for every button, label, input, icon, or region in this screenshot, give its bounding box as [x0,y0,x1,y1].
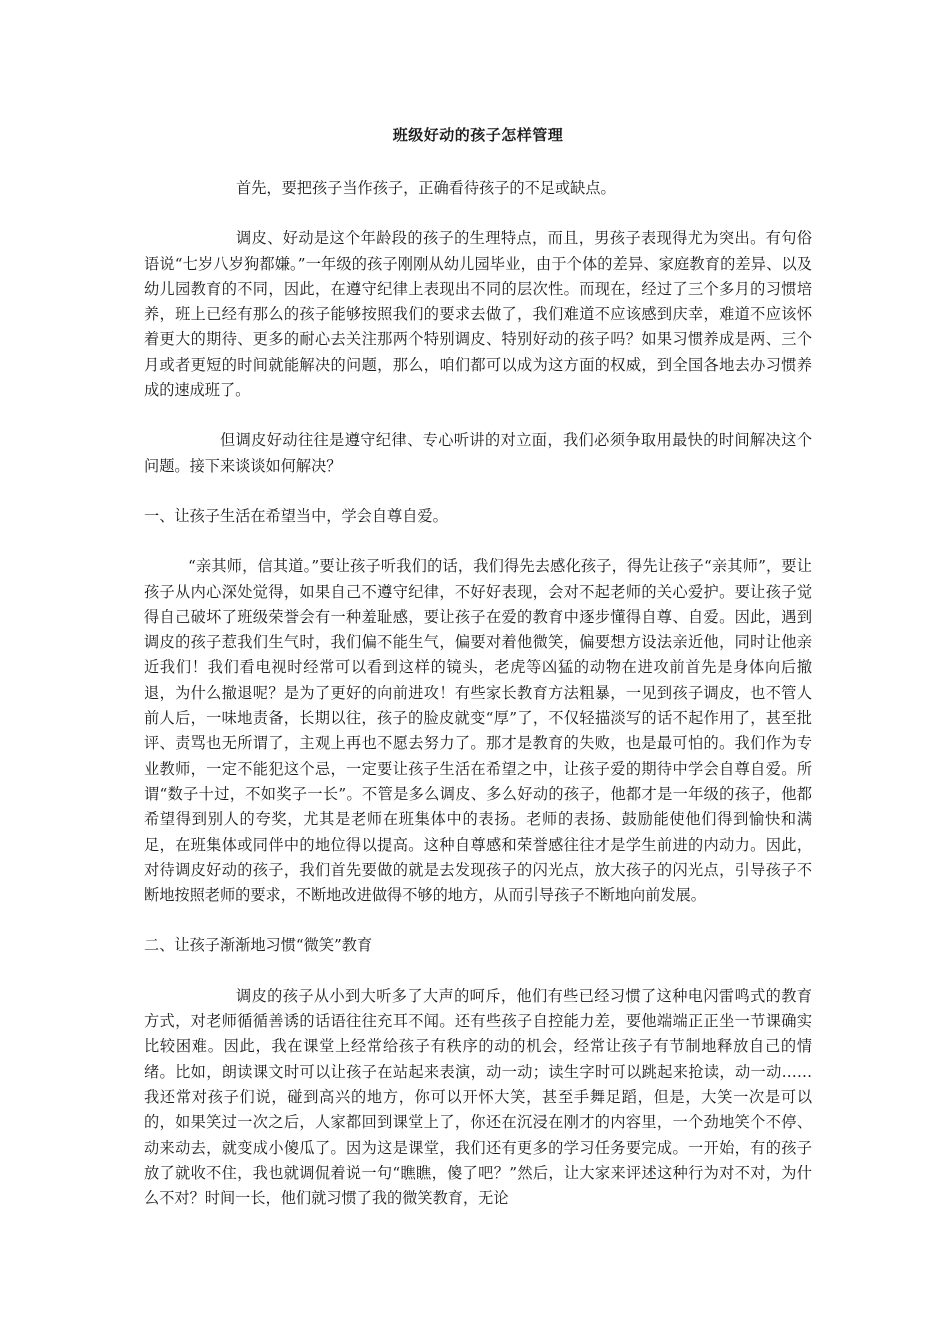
paragraph-gap [144,529,812,554]
intro-paragraph: 首先，要把孩子当作孩子，正确看待孩子的不足或缺点。 [236,179,616,197]
body-paragraph-2: 但调皮好动往往是遵守纪律、专心听讲的对立面，我们必须争取用最快的时间解决这个问题。接下来谈谈如何解决？ [144,431,812,475]
section-body-1: “亲其师，信其道。”要让孩子听我们的话，我们得先去感化孩子，得先让孩子“亲其师”，要让孩子从内心深处觉得，如果自己不遵守纪律，不好好表现，会对不起老师的关心爱护。要让孩子觉得自己破坏了班级荣誉会有一种羞耻感，要让孩子在爱的教育中逐步懂得自尊、自爱。因此，遇到调皮的孩子惹我们生气时，我们偏不能生气，偏要对着他微笑，偏要想方设法亲近他，同时让他亲近我们！我们看电视时经常可以看到这样的镜头，老虎等凶猛的动物在进攻前首先是身体向后撤退，为什么撤退呢？是为了更好的向前进攻！有些家长教育方法粗暴，一见到孩子调皮，也不管人前人后，一味地责备，长期以往，孩子的脸皮就变“厚”了，不仅轻描淡写的话不起作用了，甚至批评、责骂也无所谓了，主观上再也不愿去努力了。那才是教育的失败，也是最可怕的。我们作为专业教师，一定不能犯这个忌，一定要让孩子生活在希望之中，让孩子爱的期待中学会自尊自爱。所谓“数子十过，不如奖子一长”。不管是多么调皮、多么好动的孩子，他都才是一年级的孩子，他都希望得到别人的夸奖，尤其是老师在班集体中的表扬。老师的表扬、鼓励能使他们得到愉快和满足，在班集体或同伴中的地位得以提高。这种自尊感和荣誉感往往才是学生前进的内动力。因此，对待调皮好动的孩子，我们首先要做的就是去发现孩子的闪光点，放大孩子的闪光点，引导孩子不断地按照老师的要求，不断地改进做得不够的地方，从而引导孩子不断地向前发展。 [144,557,812,905]
paragraph-gap [144,908,812,933]
paragraph-gap [144,479,812,504]
paragraph-gap [144,201,812,226]
section-heading-1: 一、让孩子生活在希望当中，学会自尊自爱。 [144,506,448,525]
section-body-2: 调皮的孩子从小到大听多了大声的呵斥，他们有些已经习惯了这种电闪雷鸣式的教育方式，对老师循循善诱的话语往往充耳不闻。还有些孩子自控能力差，要他端端正正坐一节课确实比较困难。因此，我在课堂上经常给孩子有秩序的动的机会，经常让孩子有节制地释放自己的情绪。比如，朗读课文时可以让孩子在站起来表演，动一动；读生字时可以跳起来抢读，动一动……我还常对孩子们说，碰到高兴的地方，你可以开怀大笑，甚至手舞足蹈，但是，大笑一次是可以的，如果笑过一次之后，人家都回到课堂上了，你还在沉浸在刚才的内容里，一个劲地笑个不停、动来动去，就变成小傻瓜了。因为这是课堂，我们还有更多的学习任务要完成。一开始，有的孩子放了就收不住，我也就调侃着说一句“瞧瞧，傻了吧？”然后，让大家来评述这种行为对不对，为什么不对？时间一长，他们就习惯了我的微笑教育，无论 [144,986,812,1208]
document-page [144,124,812,1211]
section-heading-2: 二、让孩子渐渐地习惯“微笑”教育 [144,936,373,955]
paragraph-gap [144,403,812,428]
body-paragraph-1: 调皮、好动是这个年龄段的孩子的生理特点，而且，男孩子表现得尤为突出。有句俗语说“七岁八岁狗都嫌。”一年级的孩子刚刚从幼儿园毕业，由于个体的差异、家庭教育的差异、以及幼儿园教育的不同，因此，在遵守纪律上表现出不同的层次性。而现在，经过了三个多月的习惯培养，班上已经有那么的孩子能够按照我们的要求去做了，我们难道不应该感到庆幸，难道不应该怀着更大的期待、更多的耐心去关注那两个特别调皮、特别好动的孩子吗？如果习惯养成是两、三个月或者更短的时间就能解决的问题，那么，咱们都可以成为这方面的权威，到全国各地去办习惯养成的速成班了。 [144,229,812,400]
document-title: 班级好动的孩子怎样管理 [392,126,564,144]
paragraph-gap [144,959,812,984]
